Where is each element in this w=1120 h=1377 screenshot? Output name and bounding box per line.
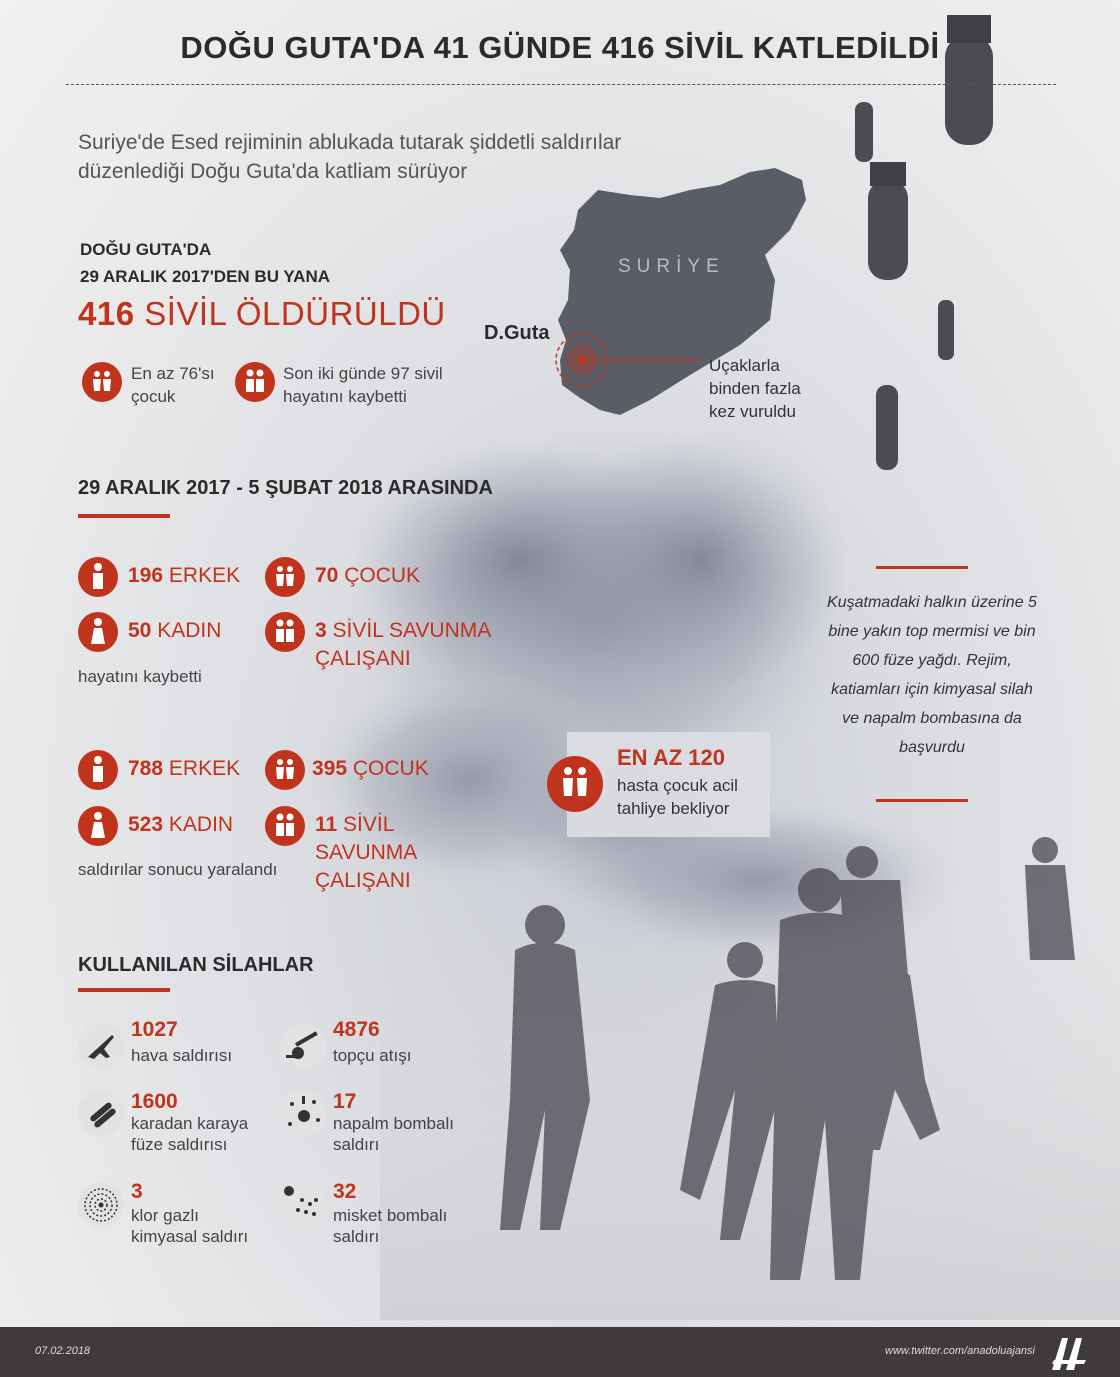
killed-men-label: ERKEK — [168, 564, 241, 587]
injured-men — [128, 755, 240, 783]
killed-number: 416 — [78, 295, 135, 332]
weapon-chemical-number: 3 — [131, 1180, 143, 1203]
evacuation-text: hasta çocuk acil tahliye bekliyor — [617, 776, 738, 818]
weapon-missile-text: karadan karaya füze saldırısı — [131, 1114, 249, 1154]
weapon-missile-number: 1600 — [131, 1090, 178, 1113]
injured-men-label: ERKEK — [168, 757, 241, 780]
cluster-bomb-icon — [280, 1182, 326, 1228]
injured-children-label: ÇOCUK — [352, 757, 429, 780]
killed-men-number: 196 — [128, 564, 164, 587]
injured-children — [312, 755, 429, 783]
killed-children-number: 70 — [315, 564, 339, 587]
injured-workers — [315, 811, 495, 895]
injured-men-number: 788 — [128, 757, 164, 780]
injured-workers-label: SİVİL SAVUNMA ÇALIŞANI — [315, 813, 417, 892]
weapon-cluster-text: misket bombalı saldırı — [333, 1206, 448, 1246]
subtitle: Suriye'de Esed rejiminin ablukada tutarak şiddetli saldırılar düzenlediği Doğu Guta'da katliam sürüyor — [78, 131, 622, 183]
strike-note: Uçaklarla binden fazla kez vuruldu — [709, 356, 801, 421]
missile-icon — [78, 1090, 124, 1136]
jet-icon — [78, 1023, 124, 1069]
killed-caption: hayatını kaybetti — [78, 667, 202, 686]
weapon-artillery-text: topçu atışı — [333, 1046, 412, 1065]
children-icon — [82, 362, 122, 402]
workers-icon — [265, 612, 305, 652]
weapons-heading-bar — [78, 988, 170, 992]
weapons-heading: KULLANILAN SİLAHLAR — [78, 954, 314, 976]
killed-children — [315, 562, 420, 590]
killed-women-label: KADIN — [157, 619, 222, 642]
children-icon — [547, 756, 603, 812]
chemical-icon — [78, 1182, 124, 1228]
napalm-icon — [280, 1090, 326, 1136]
killed-workers-number: 3 — [315, 619, 327, 642]
weapon-cluster-number: 32 — [333, 1180, 357, 1203]
injured-women-label: KADIN — [168, 813, 234, 836]
killed-text: SİVİL ÖLDÜRÜLDÜ — [144, 295, 446, 332]
workers-icon — [265, 806, 305, 846]
city-label: D.Guta — [484, 322, 550, 344]
man-icon — [78, 557, 118, 597]
injured-children-number: 395 — [312, 757, 348, 780]
aa-logo — [1048, 1332, 1090, 1372]
page-title: DOĞU GUTA'DA 41 GÜNDE 416 SİVİL KATLEDİLDİ — [180, 30, 940, 65]
injured-women — [128, 811, 233, 839]
evacuation-number: EN AZ 120 — [617, 745, 726, 770]
killed-men — [128, 562, 240, 590]
country-label: SURİYE — [618, 256, 725, 277]
weapon-napalm-number: 17 — [333, 1090, 357, 1113]
people-icon — [235, 362, 275, 402]
injured-workers-number: 11 — [315, 813, 338, 836]
title-divider — [66, 84, 1056, 85]
weapon-chemical-text: klor gazlı kimyasal saldırı — [131, 1206, 249, 1246]
woman-icon — [78, 806, 118, 846]
killed-women — [128, 617, 221, 645]
killed-workers-label: SİVİL SAVUNMA ÇALIŞANI — [315, 619, 491, 670]
children-icon — [265, 750, 305, 790]
quote-text: Kuşatmadaki halkın üzerine 5 bine yakın top mermisi ve bin 600 füze yağdı. Rejim, katiamları için kimyasal silah ve napalm bombasına da başvurdu — [827, 594, 1037, 756]
woman-icon — [78, 612, 118, 652]
weapon-airstrike-text: hava saldırısı — [131, 1046, 233, 1065]
artillery-icon — [280, 1023, 326, 1069]
children-icon — [265, 557, 305, 597]
footer-date: 07.02.2018 — [35, 1345, 91, 1357]
period-heading-bar — [78, 514, 170, 518]
quote-bar-bottom — [876, 799, 968, 802]
quote-bar-top — [876, 566, 968, 569]
summary-line2: 29 ARALIK 2017'DEN BU YANA — [80, 267, 330, 286]
summary-line1: DOĞU GUTA'DA — [80, 240, 212, 259]
killed-workers — [315, 617, 495, 673]
killed-headline — [78, 295, 446, 333]
man-icon — [78, 750, 118, 790]
injured-women-number: 523 — [128, 813, 164, 836]
weapon-napalm-text: napalm bombalı saldırı — [333, 1114, 454, 1154]
injured-caption: saldırılar sonucu yaralandı — [78, 860, 278, 879]
killed-women-number: 50 — [128, 619, 152, 642]
footer-url[interactable]: www.twitter.com/anadoluajansi — [885, 1345, 1035, 1357]
weapon-airstrike-number: 1027 — [131, 1018, 178, 1041]
weapon-artillery-number: 4876 — [333, 1018, 380, 1041]
recent-note: Son iki günde 97 sivil hayatını kaybetti — [283, 364, 443, 406]
killed-children-label: ÇOCUK — [344, 564, 421, 587]
period-heading: 29 ARALIK 2017 - 5 ŞUBAT 2018 ARASINDA — [78, 477, 493, 499]
children-note: En az 76'sı çocuk — [131, 364, 215, 406]
